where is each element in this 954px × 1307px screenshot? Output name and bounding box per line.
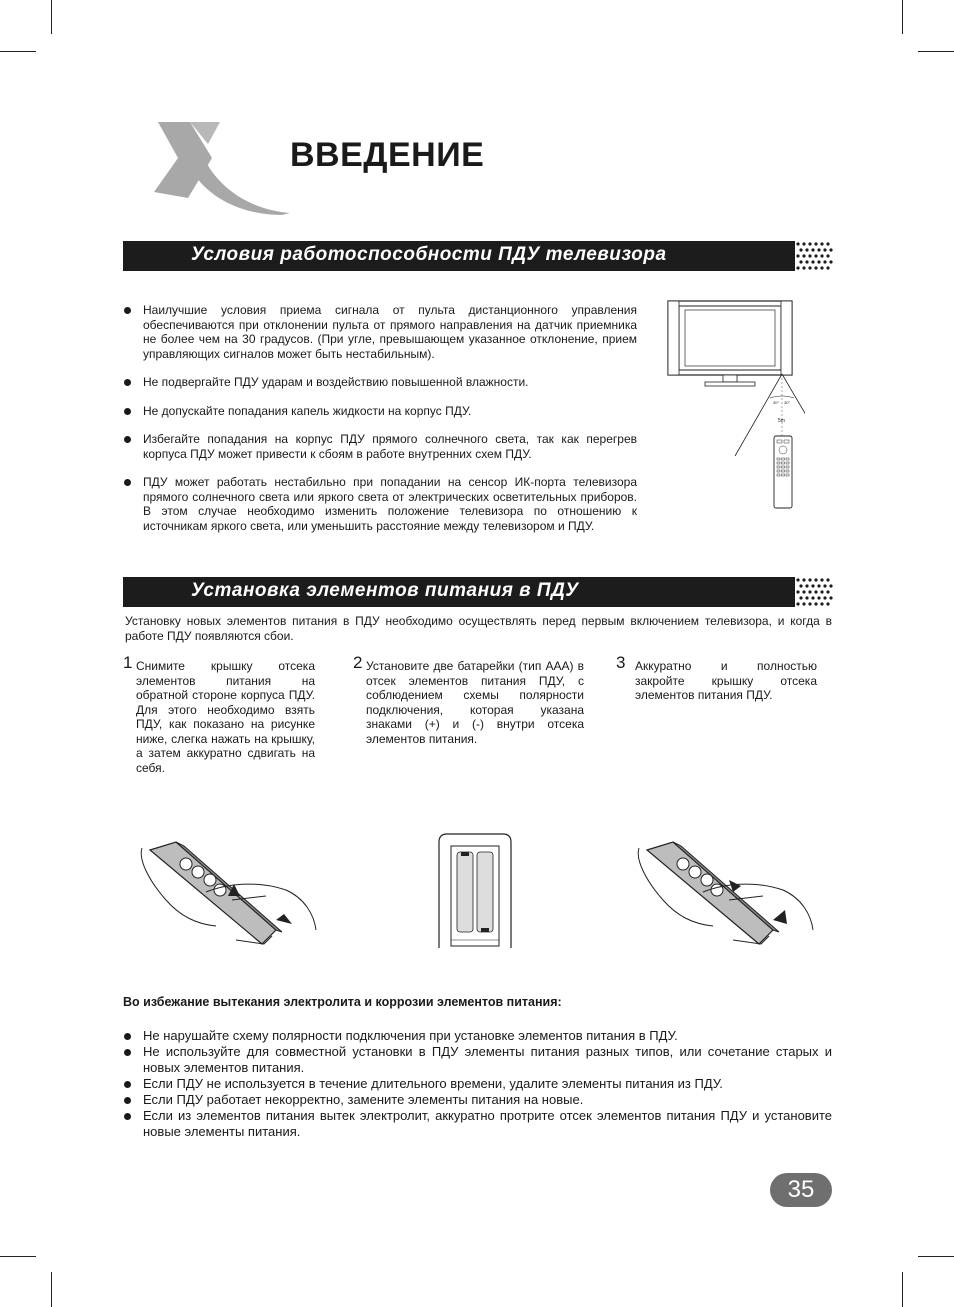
list-item: Если ПДУ работает некорректно, замените элементы питания на новые. — [123, 1092, 832, 1108]
list-item: Не подвергайте ПДУ ударам и воздействию повышенной влажности. — [123, 375, 637, 390]
crop-mark — [0, 51, 36, 52]
page-number-badge: 35 — [770, 1173, 832, 1207]
warnings-list — [123, 1028, 832, 1140]
step-number: 2 — [353, 653, 363, 672]
warnings-title: Во избежание вытекания электролита и коррозии элементов питания: — [123, 995, 562, 1009]
step-text: Аккуратно и полностью закройте крышку отсека элементов питания ПДУ. — [635, 659, 817, 702]
step-number: 3 — [616, 653, 626, 672]
section-header-remote-conditions — [123, 241, 833, 271]
crop-mark — [918, 51, 954, 52]
crop-mark — [51, 0, 52, 34]
close-cover-illustration — [633, 840, 819, 958]
battery-intro-text: Установку новых элементов питания в ПДУ необходимо осуществлять перед первым включением телевизора, и когда в работе ПДУ появляются сбои. — [125, 614, 832, 643]
crop-mark — [918, 1256, 954, 1257]
crop-mark — [902, 1272, 903, 1307]
dot-pattern-decoration — [795, 577, 833, 607]
section-heading: Условия работоспособности ПДУ телевизора — [191, 244, 667, 265]
crop-mark — [902, 0, 903, 34]
list-item: Не нарушайте схему полярности подключения при установке элементов питания в ПДУ. — [123, 1028, 832, 1044]
list-item: Не допускайте попадания капель жидкости на корпус ПДУ. — [123, 404, 637, 419]
step-text: Установите две батарейки (тип AAA) в отсек элементов питания ПДУ, с соблюдением схемы полярности подключения, которая указана знаками (+) и (-) внутри отсека элементов питания. — [366, 659, 584, 746]
section-header-battery-install — [123, 577, 833, 607]
distance-label: 5m — [778, 418, 785, 424]
list-item: Если ПДУ не используется в течение длительного времени, удалите элементы питания из ПДУ. — [123, 1076, 832, 1092]
remote-angle-diagram — [665, 298, 805, 512]
angle-right-label: 30° — [784, 400, 791, 405]
angle-left-label: 30° — [773, 400, 780, 405]
list-item: Не используйте для совместной установки в ПДУ элементы питания разных типов, или сочетание старых и новых элементов питания. — [123, 1044, 832, 1076]
remote-conditions-list — [123, 303, 637, 533]
section-heading: Установка элементов питания в ПДУ — [191, 580, 579, 601]
crop-mark — [51, 1272, 52, 1307]
step-number: 1 — [123, 653, 133, 672]
step-text: Снимите крышку отсека элементов питания на обратной стороне корпуса ПДУ. Для этого необходимо взять ПДУ, как показано на рисунке ниже, слегка нажать на крышку, а затем аккуратно сдвигать на себя. — [136, 659, 315, 775]
open-cover-illustration — [136, 840, 322, 958]
page-title: ВВЕДЕНИЕ — [290, 136, 485, 174]
battery-compartment-illustration — [437, 832, 513, 948]
crop-mark — [0, 1256, 36, 1257]
list-item: ПДУ может работать нестабильно при попадании на сенсор ИК-порта телевизора прямого солнечного света или яркого света от электрических осветительных приборов. В этом случае необходимо изменить положение телевизора по отношению к источникам яркого света, или уменьшить расстояние между телевизором и ПДУ. — [123, 475, 637, 533]
list-item: Наилучшие условия приема сигнала от пульта дистанционного управления обеспечиваются при отклонении пульта от прямого направления на датчик приемника не более чем на 30 градусов. (При угле, превышающем указанное отклонение, прием управляющих сигналов может быть нестабильным). — [123, 303, 637, 361]
brand-x-logo — [150, 118, 292, 216]
dot-pattern-decoration — [795, 241, 833, 271]
list-item: Если из элементов питания вытек электролит, аккуратно протрите отсек элементов питания ПДУ и установите новые элементы питания. — [123, 1108, 832, 1140]
list-item: Избегайте попадания на корпус ПДУ прямого солнечного света, так как перегрев корпуса ПДУ может привести к сбоям в работе внутренних схем ПДУ. — [123, 432, 637, 461]
